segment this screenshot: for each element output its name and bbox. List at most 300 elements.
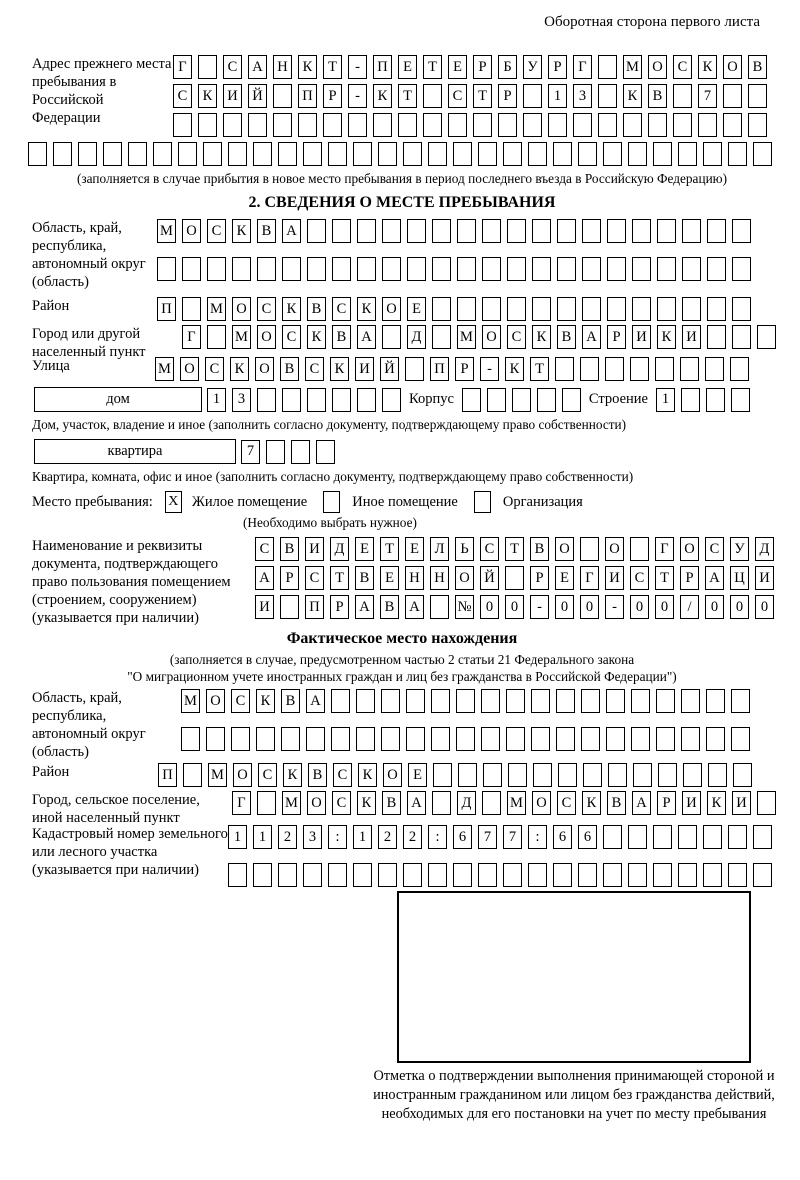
char-cell: А <box>582 325 601 349</box>
actual-district-section <box>32 763 800 787</box>
city-row <box>182 325 776 349</box>
char-cell <box>523 84 542 108</box>
document-row-1 <box>255 537 774 561</box>
char-cell <box>507 297 526 321</box>
char-cell: 0 <box>505 595 524 619</box>
char-cell <box>257 388 276 412</box>
char-cell <box>732 325 751 349</box>
char-cell: П <box>157 297 176 321</box>
char-cell: Р <box>530 566 549 590</box>
char-cell <box>28 142 47 166</box>
char-cell: Л <box>430 537 449 561</box>
char-cell <box>732 219 751 243</box>
char-cell <box>423 84 442 108</box>
char-cell: Т <box>423 55 442 79</box>
region-grid <box>157 219 751 281</box>
char-cell: 1 <box>548 84 567 108</box>
char-cell: Т <box>330 566 349 590</box>
char-cell <box>332 219 351 243</box>
char-cell <box>753 863 772 887</box>
char-cell: О <box>232 297 251 321</box>
char-cell <box>632 297 651 321</box>
char-cell <box>406 689 425 713</box>
char-cell: О <box>555 537 574 561</box>
char-cell: Р <box>330 595 349 619</box>
char-cell <box>257 791 276 815</box>
char-cell <box>373 113 392 137</box>
char-cell <box>753 825 772 849</box>
char-cell <box>357 219 376 243</box>
char-cell: 0 <box>755 595 774 619</box>
char-cell <box>278 142 297 166</box>
stay-type-note: (Необходимо выбрать нужное) <box>243 515 417 530</box>
actual-region-row-1 <box>181 689 750 713</box>
char-cell <box>307 257 326 281</box>
char-cell: К <box>232 219 251 243</box>
cadastre-row-1 <box>228 825 772 849</box>
char-cell <box>457 297 476 321</box>
char-cell <box>706 689 725 713</box>
char-cell: 6 <box>453 825 472 849</box>
char-cell: С <box>223 55 242 79</box>
char-cell <box>153 142 172 166</box>
char-cell: К <box>373 84 392 108</box>
char-cell <box>103 142 122 166</box>
char-cell: В <box>557 325 576 349</box>
char-cell: М <box>457 325 476 349</box>
char-cell: В <box>257 219 276 243</box>
char-cell <box>405 357 424 381</box>
page-side-label: Оборотная сторона первого листа <box>544 14 760 30</box>
char-cell: Ц <box>730 566 749 590</box>
char-cell: Й <box>480 566 499 590</box>
prev-address-note: (заполняется в случае прибытия в новое место пребывания в период последнего въезда в Российскую Федерацию) <box>76 171 728 186</box>
char-cell: С <box>207 219 226 243</box>
char-cell: 0 <box>705 595 724 619</box>
char-cell: Р <box>657 791 676 815</box>
char-cell: Т <box>655 566 674 590</box>
char-cell <box>430 595 449 619</box>
char-cell: 3 <box>303 825 322 849</box>
char-cell: 7 <box>241 440 260 464</box>
char-cell <box>606 689 625 713</box>
char-cell: О <box>482 325 501 349</box>
char-cell <box>398 113 417 137</box>
char-cell <box>456 689 475 713</box>
char-cell: 1 <box>353 825 372 849</box>
char-cell <box>632 219 651 243</box>
char-cell: И <box>355 357 374 381</box>
char-cell <box>508 763 527 787</box>
char-cell: 2 <box>378 825 397 849</box>
actual-location-note-1: (заполняется в случае, предусмотренном частью 2 статьи 21 Федерального закона <box>169 652 635 667</box>
prev-address-grid <box>173 55 767 137</box>
char-cell: Д <box>330 537 349 561</box>
char-cell: В <box>280 357 299 381</box>
char-cell <box>278 863 297 887</box>
char-cell: В <box>748 55 767 79</box>
char-cell <box>730 357 749 381</box>
char-cell: Г <box>232 791 251 815</box>
char-cell <box>481 727 500 751</box>
char-cell <box>557 257 576 281</box>
document-row-2 <box>255 566 774 590</box>
char-cell: О <box>180 357 199 381</box>
char-cell <box>433 763 452 787</box>
char-cell <box>523 113 542 137</box>
char-cell <box>357 257 376 281</box>
char-cell: Г <box>655 537 674 561</box>
char-cell <box>732 257 751 281</box>
char-cell: Г <box>573 55 592 79</box>
char-cell: С <box>305 357 324 381</box>
char-cell <box>353 863 372 887</box>
apartment-section <box>32 439 800 464</box>
char-cell <box>303 863 322 887</box>
char-cell <box>378 863 397 887</box>
char-cell <box>753 142 772 166</box>
char-cell <box>705 357 724 381</box>
char-cell <box>655 357 674 381</box>
char-cell: А <box>255 566 274 590</box>
actual-city-row <box>232 791 776 815</box>
char-cell: В <box>530 537 549 561</box>
char-cell <box>728 142 747 166</box>
char-cell: Д <box>457 791 476 815</box>
char-cell <box>307 388 326 412</box>
char-cell <box>232 257 251 281</box>
char-cell <box>482 791 501 815</box>
actual-region-section <box>32 689 800 761</box>
char-cell: 6 <box>553 825 572 849</box>
char-cell <box>757 325 776 349</box>
char-cell <box>608 763 627 787</box>
char-cell <box>432 219 451 243</box>
char-cell: : <box>328 825 347 849</box>
char-cell <box>628 825 647 849</box>
char-cell: С <box>448 84 467 108</box>
char-cell <box>331 727 350 751</box>
char-cell: П <box>305 595 324 619</box>
char-cell <box>273 84 292 108</box>
char-cell <box>382 257 401 281</box>
document-grid <box>255 537 774 619</box>
char-cell: 1 <box>253 825 272 849</box>
char-cell: О <box>255 357 274 381</box>
actual-city-label: Город, сельское поселение, иной населенный пункт <box>32 792 200 826</box>
char-cell <box>458 763 477 787</box>
char-cell: 6 <box>578 825 597 849</box>
char-cell <box>630 537 649 561</box>
char-cell <box>428 863 447 887</box>
char-cell <box>656 689 675 713</box>
char-cell <box>273 113 292 137</box>
char-cell <box>482 297 501 321</box>
char-cell: Н <box>405 566 424 590</box>
char-cell <box>506 689 525 713</box>
char-cell: 1 <box>228 825 247 849</box>
char-cell: С <box>507 325 526 349</box>
char-cell: В <box>308 763 327 787</box>
char-cell <box>582 257 601 281</box>
char-cell <box>353 142 372 166</box>
char-cell: Г <box>182 325 201 349</box>
char-cell <box>703 142 722 166</box>
char-cell: Б <box>498 55 517 79</box>
char-cell <box>298 113 317 137</box>
organization-label: Организация <box>502 494 583 510</box>
street-row <box>155 357 749 381</box>
char-cell <box>432 257 451 281</box>
char-cell: И <box>682 325 701 349</box>
char-cell <box>573 113 592 137</box>
char-cell <box>356 727 375 751</box>
char-cell <box>256 727 275 751</box>
char-cell <box>607 297 626 321</box>
char-cell: 0 <box>480 595 499 619</box>
char-cell: Д <box>755 537 774 561</box>
char-cell: Е <box>355 537 374 561</box>
char-cell <box>581 727 600 751</box>
char-cell <box>553 863 572 887</box>
char-cell <box>183 763 202 787</box>
char-cell: К <box>623 84 642 108</box>
char-cell: Е <box>408 763 427 787</box>
district-label: Район <box>32 298 70 314</box>
char-cell: М <box>232 325 251 349</box>
char-cell: 0 <box>630 595 649 619</box>
char-cell: Р <box>607 325 626 349</box>
city-section <box>32 325 800 361</box>
char-cell: И <box>255 595 274 619</box>
char-cell: С <box>305 566 324 590</box>
char-cell: 7 <box>478 825 497 849</box>
prev-address-section <box>32 55 800 137</box>
char-cell <box>707 257 726 281</box>
char-cell <box>432 325 451 349</box>
char-cell: К <box>230 357 249 381</box>
char-cell: С <box>173 84 192 108</box>
char-cell: М <box>207 297 226 321</box>
char-cell: О <box>382 297 401 321</box>
char-cell <box>507 219 526 243</box>
other-premises-label: Иное помещение <box>352 494 458 510</box>
char-cell: А <box>705 566 724 590</box>
prev-address-row-1 <box>173 55 767 79</box>
char-cell <box>453 142 472 166</box>
char-cell <box>528 142 547 166</box>
char-cell <box>562 388 581 412</box>
char-cell: Е <box>407 297 426 321</box>
char-cell <box>723 84 742 108</box>
char-cell <box>487 388 506 412</box>
char-cell <box>253 142 272 166</box>
char-cell <box>603 825 622 849</box>
char-cell <box>248 113 267 137</box>
char-cell: К <box>357 297 376 321</box>
char-cell: К <box>532 325 551 349</box>
char-cell <box>631 727 650 751</box>
char-cell <box>282 388 301 412</box>
char-cell: О <box>605 537 624 561</box>
char-cell <box>431 727 450 751</box>
char-cell: К <box>505 357 524 381</box>
char-cell <box>682 257 701 281</box>
char-cell: К <box>707 791 726 815</box>
street-label: Улица <box>32 358 70 374</box>
char-cell <box>533 763 552 787</box>
char-cell: 0 <box>555 595 574 619</box>
char-cell <box>331 689 350 713</box>
char-cell: Р <box>323 84 342 108</box>
char-cell <box>578 142 597 166</box>
char-cell <box>280 595 299 619</box>
actual-district-label: Район <box>32 764 70 780</box>
region-label: Область, край, республика, автономный округ (область) <box>32 220 146 290</box>
char-cell <box>532 257 551 281</box>
char-cell <box>707 325 726 349</box>
house-type-box: дом <box>34 387 202 412</box>
house-number-cells <box>207 388 401 412</box>
char-cell: - <box>605 595 624 619</box>
char-cell <box>431 689 450 713</box>
char-cell <box>462 388 481 412</box>
apartment-type-box: квартира <box>34 439 236 464</box>
char-cell <box>682 297 701 321</box>
char-cell <box>731 727 750 751</box>
cadastre-row-2 <box>228 863 772 887</box>
char-cell <box>657 257 676 281</box>
char-cell <box>556 689 575 713</box>
char-cell <box>498 113 517 137</box>
checkbox-residential-premises: X <box>165 491 182 513</box>
char-cell <box>603 142 622 166</box>
char-cell: П <box>158 763 177 787</box>
cadastre-grid <box>228 825 772 887</box>
char-cell: Т <box>530 357 549 381</box>
char-cell <box>182 297 201 321</box>
char-cell: 1 <box>656 388 675 412</box>
char-cell: С <box>205 357 224 381</box>
char-cell <box>328 142 347 166</box>
char-cell <box>303 142 322 166</box>
char-cell <box>306 727 325 751</box>
house-caption: Дом, участок, владение и иное (заполнить согласно документу, подтверждающему право собственности) <box>32 417 627 432</box>
char-cell: И <box>223 84 242 108</box>
char-cell: О <box>680 537 699 561</box>
char-cell <box>423 113 442 137</box>
char-cell: А <box>405 595 424 619</box>
char-cell <box>631 689 650 713</box>
char-cell: В <box>648 84 667 108</box>
char-cell <box>407 257 426 281</box>
char-cell: Н <box>273 55 292 79</box>
char-cell <box>207 257 226 281</box>
char-cell: К <box>198 84 217 108</box>
char-cell <box>678 863 697 887</box>
char-cell <box>483 763 502 787</box>
char-cell: Р <box>473 55 492 79</box>
char-cell: 2 <box>403 825 422 849</box>
char-cell <box>328 863 347 887</box>
char-cell: К <box>282 297 301 321</box>
char-cell <box>206 727 225 751</box>
char-cell <box>198 113 217 137</box>
char-cell <box>632 257 651 281</box>
street-section <box>32 357 800 381</box>
char-cell: С <box>332 791 351 815</box>
stroenie-label: Строение <box>588 391 648 407</box>
char-cell <box>681 388 700 412</box>
char-cell <box>582 297 601 321</box>
char-cell <box>706 727 725 751</box>
char-cell <box>432 791 451 815</box>
char-cell <box>548 113 567 137</box>
char-cell <box>556 727 575 751</box>
checkbox-organization <box>474 491 491 513</box>
region-row-1 <box>157 219 751 243</box>
char-cell: Ь <box>455 537 474 561</box>
city-label: Город или другой населенный пункт <box>32 326 146 360</box>
char-cell <box>407 219 426 243</box>
char-cell <box>381 727 400 751</box>
char-cell <box>281 727 300 751</box>
stay-type-section <box>32 491 800 513</box>
char-cell: Е <box>398 55 417 79</box>
char-cell: А <box>282 219 301 243</box>
char-cell: А <box>306 689 325 713</box>
char-cell <box>403 863 422 887</box>
char-cell <box>728 863 747 887</box>
prev-address-row-4 <box>28 142 800 166</box>
char-cell: О <box>233 763 252 787</box>
char-cell: / <box>680 595 699 619</box>
cadastre-section <box>32 825 800 887</box>
char-cell <box>708 763 727 787</box>
residential-premises-label: Жилое помещение <box>191 494 308 510</box>
char-cell <box>448 113 467 137</box>
char-cell <box>198 55 217 79</box>
char-cell: Т <box>380 537 399 561</box>
char-cell: О <box>307 791 326 815</box>
char-cell <box>683 763 702 787</box>
char-cell <box>553 142 572 166</box>
char-cell: Е <box>448 55 467 79</box>
char-cell: Д <box>407 325 426 349</box>
char-cell <box>503 142 522 166</box>
char-cell <box>633 763 652 787</box>
char-cell: О <box>648 55 667 79</box>
char-cell <box>606 727 625 751</box>
char-cell: О <box>383 763 402 787</box>
char-cell <box>657 297 676 321</box>
char-cell <box>316 440 335 464</box>
char-cell <box>653 863 672 887</box>
char-cell: А <box>355 595 374 619</box>
char-cell: 2 <box>278 825 297 849</box>
char-cell <box>157 257 176 281</box>
char-cell <box>578 863 597 887</box>
char-cell: 1 <box>207 388 226 412</box>
char-cell <box>678 825 697 849</box>
char-cell: В <box>380 595 399 619</box>
char-cell <box>178 142 197 166</box>
char-cell <box>558 763 577 787</box>
char-cell: - <box>348 84 367 108</box>
prev-address-label: Адрес прежнего места пребывания в Российской Федерации <box>32 56 172 126</box>
char-cell <box>357 388 376 412</box>
char-cell: К <box>283 763 302 787</box>
